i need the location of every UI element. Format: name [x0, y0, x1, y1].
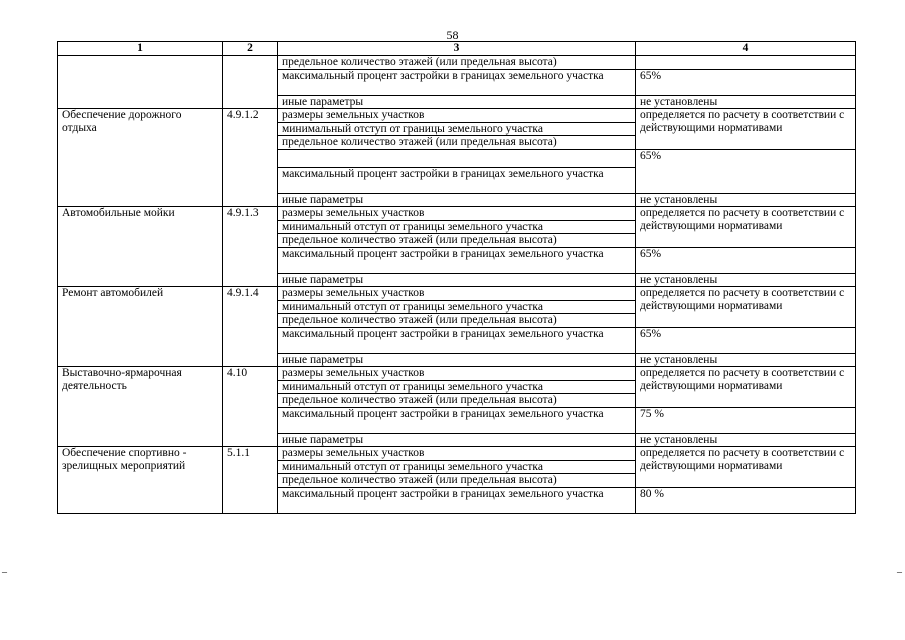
value-other: не установлены	[636, 95, 856, 109]
param-sizes: размеры земельных участков	[278, 367, 636, 381]
value-calc: определяется по расчету в соответствии с действующими нормативами	[636, 109, 856, 150]
param-coverage: максимальный процент застройки в границах земельного участка	[278, 69, 636, 95]
header-row	[58, 42, 856, 56]
param-coverage: максимальный процент застройки в границах земельного участка	[278, 407, 636, 433]
param-sizes: размеры земельных участков	[278, 207, 636, 221]
use-code: 4.9.1.4	[223, 287, 278, 367]
header-col-2: 2	[223, 42, 278, 56]
value-coverage: 75 %	[636, 407, 856, 433]
regulations-table	[57, 41, 856, 514]
value-other: не установлены	[636, 273, 856, 287]
value-coverage: 65%	[636, 149, 856, 193]
left-edge-mark: ‒	[2, 567, 7, 578]
param-indent: минимальный отступ от границы земельного участка	[278, 380, 636, 394]
value-coverage: 65%	[636, 247, 856, 273]
param-floors: предельное количество этажей (или предельная высота)	[278, 314, 636, 328]
header-col-4: 4	[636, 42, 856, 56]
use-name: Обеспечение дорожного отдыха	[58, 109, 223, 207]
param-floors: предельное количество этажей (или предельная высота)	[278, 474, 636, 488]
param-floors: предельное количество этажей (или предельная высота)	[278, 234, 636, 248]
use-code: 4.10	[223, 367, 278, 447]
value-calc: определяется по расчету в соответствии с действующими нормативами	[636, 447, 856, 488]
table-row	[58, 207, 856, 221]
param-floors: предельное количество этажей (или предельная высота)	[278, 394, 636, 408]
use-code-cell	[223, 56, 278, 109]
param-floors: предельное количество этажей (или предельная высота)	[278, 56, 636, 70]
value-coverage: 80 %	[636, 487, 856, 513]
table-row	[58, 367, 856, 381]
param-coverage: максимальный процент застройки в границах земельного участка	[278, 247, 636, 273]
param-other: иные параметры	[278, 353, 636, 367]
value-other: не установлены	[636, 353, 856, 367]
param-sizes: размеры земельных участков	[278, 287, 636, 301]
param-sizes: размеры земельных участков	[278, 109, 636, 123]
use-name: Обеспечение спортивно - зрелищных мероприятий	[58, 447, 223, 514]
param-other: иные параметры	[278, 193, 636, 207]
param-other: иные параметры	[278, 433, 636, 447]
use-code: 4.9.1.2	[223, 109, 278, 207]
param-other: иные параметры	[278, 273, 636, 287]
param-coverage: максимальный процент застройки в границах земельного участка	[278, 327, 636, 353]
param-indent: минимальный отступ от границы земельного участка	[278, 220, 636, 234]
header-col-3: 3	[278, 42, 636, 56]
use-name: Выставочно-ярмарочная деятельность	[58, 367, 223, 447]
param-floors: предельное количество этажей (или предельная высота)	[278, 136, 636, 150]
param-coverage: максимальный процент застройки в границах земельного участка	[278, 167, 636, 193]
value-other: не установлены	[636, 433, 856, 447]
use-code: 5.1.1	[223, 447, 278, 514]
param-indent: минимальный отступ от границы земельного участка	[278, 300, 636, 314]
table-row	[58, 447, 856, 461]
right-edge-mark: ‒	[897, 567, 902, 578]
page-number: 58	[446, 28, 459, 42]
value-calc: определяется по расчету в соответствии с действующими нормативами	[636, 287, 856, 328]
value-other: не установлены	[636, 193, 856, 207]
value-calc: определяется по расчету в соответствии с действующими нормативами	[636, 367, 856, 408]
param-indent: минимальный отступ от границы земельного участка	[278, 122, 636, 136]
use-code: 4.9.1.3	[223, 207, 278, 287]
header-col-1: 1	[58, 42, 223, 56]
value-coverage: 65%	[636, 69, 856, 95]
param-other: иные параметры	[278, 95, 636, 109]
value-coverage: 65%	[636, 327, 856, 353]
param-indent: минимальный отступ от границы земельного участка	[278, 460, 636, 474]
param-blank	[278, 149, 636, 167]
value-calc: определяется по расчету в соответствии с действующими нормативами	[636, 207, 856, 248]
table-row	[58, 287, 856, 301]
table-row	[58, 109, 856, 123]
use-name: Ремонт автомобилей	[58, 287, 223, 367]
use-name-cell	[58, 56, 223, 109]
table-row	[58, 56, 856, 70]
value-empty	[636, 56, 856, 70]
param-sizes: размеры земельных участков	[278, 447, 636, 461]
param-coverage: максимальный процент застройки в границах земельного участка	[278, 487, 636, 513]
use-name: Автомобильные мойки	[58, 207, 223, 287]
